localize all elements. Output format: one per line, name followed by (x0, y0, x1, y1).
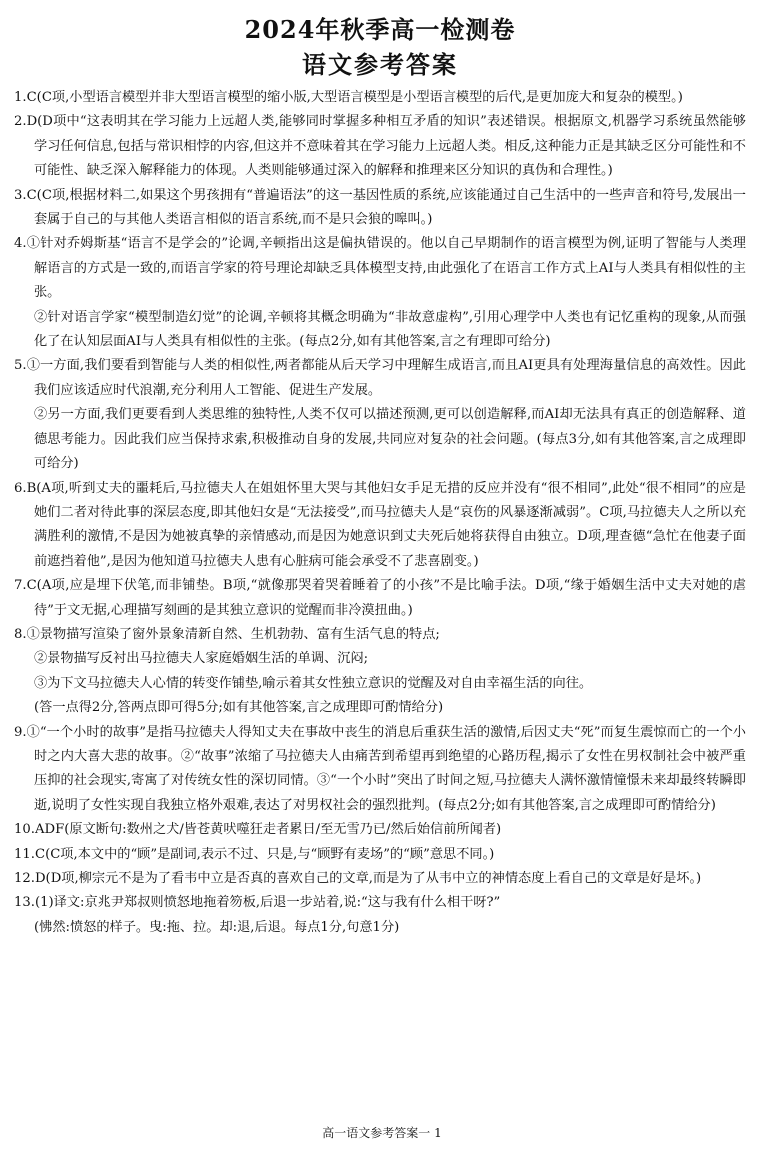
answer-text: ③为下文马拉德夫人心情的转变作铺垫,喻示着其女性独立意识的觉醒及对自由幸福生活的向往。 (34, 675, 593, 691)
answer-item (14, 916, 746, 940)
answer-item (14, 696, 746, 720)
answer-text: (答一点得2分,答两点即可得5分;如有其他答案,言之成理即可酌情给分) (34, 700, 444, 716)
answer-text: D(D项中“这表明其在学习能力上远超人类,能够同时掌握多种相互矛盾的知识”表述错误。根据原文,机器学习系统虽然能够学习任何信息,包括与常识相悖的内容,但这并不意味着其在学习能力上远超人类。相反,这种能力正是其缺乏区分可能性和不可能性、缺乏深入解释能力的体现。人类则能够通过深入的解释和推理来区分知识的真伪和合理性。) (26, 114, 746, 179)
answer-item (14, 232, 746, 305)
answer-text: ②另一方面,我们更要看到人类思维的独特性,人类不仅可以描述预测,更可以创造解释,而AI却无法具有真正的创造解释、道德思考能力。因此我们应当保持求索,积极推动自身的发展,共同应对复杂的社会问题。(每点3分,如有其他答案,言之成理即可给分) (34, 407, 746, 472)
answer-item (14, 721, 746, 819)
answer-text: (怫然:愤怒的样子。曳:拖、拉。却:退,后退。每点1分,句意1分) (34, 919, 400, 935)
answer-text: ①“一个小时的故事”是指马拉德夫人得知丈夫在事故中丧生的消息后重获生活的激情,后因丈夫“死”而复生震惊而亡的一个小时之内大喜大悲的故事。②“故事”浓缩了马拉德夫人由痛苦到希望再到绝望的心路历程,揭示了女性在男权制社会中被严重压抑的社会现实,寄寓了对传统女性的深切同情。③“一个小时”突出了时间之短,马拉德夫人满怀激情憧憬未来却最终转瞬即逝,说明了女性实现自我独立格外艰难,表达了对男权社会的强烈批判。(每点2分;如有其他答案,言之成理即可酌情给分) (26, 724, 746, 813)
answer-item (14, 623, 746, 647)
answer-item (14, 818, 746, 842)
answers-list (14, 86, 746, 940)
answer-text: ADF(原文断句:数州之犬/皆苍黄吠噬狂走者累日/至无雪乃已/然后始信前所闻者) (34, 822, 502, 838)
answer-text: ①针对乔姆斯基“语言不是学会的”论调,辛顿指出这是偏执错误的。他以自己早期制作的语言模型为例,证明了智能与人类理解语言的方式是一致的,而语言学家的符号理论却缺乏具体模型支持,由此强化了在语言工作方式上AI与人类具有相似性的主张。 (26, 236, 746, 301)
answer-number: 2. (14, 114, 27, 130)
answer-number: 4. (14, 236, 27, 252)
answer-number: 12. (14, 871, 35, 886)
answer-text: B(A项,听到丈夫的噩耗后,马拉德夫人在姐姐怀里大哭与其他妇女手足无措的反应并没有“很不相同”,此处“很不相同”的应是她们二者对待此事的深层态度,即其他妇女是“无法接受”,而马拉德夫人是“哀伤的风暴逐渐减弱”。C项,马拉德夫人之所以充满胜利的激情,不是因为她被真挚的亲情感动,而是因为她意识到丈夫死后她将获得自由独立。D项,理查德“急忙在他妻子面前遮挡着他”,是因为他知道马拉德夫人患有心脏病可能会承受不了悲喜剧变。) (26, 480, 746, 569)
answer-text: ①一方面,我们要看到智能与人类的相似性,两者都能从后天学习中理解生成语言,而且AI更具有处理海量信息的高效性。因此我们应该适应时代浪潮,充分利用人工智能、促进生产发展。 (26, 358, 746, 398)
page-subtitle: 语文参考答案 (302, 50, 458, 79)
answer-text: ②景物描写反衬出马拉德夫人家庭婚姻生活的单调、沉闷; (34, 651, 369, 667)
answer-number: 10. (14, 822, 35, 838)
answer-item (14, 647, 746, 671)
answer-text: D(D项,柳宗元不是为了看韦中立是否真的喜欢自己的文章,而是为了从韦中立的神情态度上看自己的文章是好是坏。) (34, 871, 702, 886)
answer-number: 8. (14, 626, 27, 642)
answer-text: C(C项,本文中的“顾”是副词,表示不过、只是,与“顾野有麦场”的“顾”意思不同。) (34, 846, 495, 862)
answer-item (14, 86, 746, 110)
answer-item (14, 477, 746, 575)
answer-number: 13. (14, 895, 35, 911)
answer-text: (1)译文:京兆尹郑叔则愤怒地拖着笏板,后退一步站着,说:“这与我有什么相干呀?” (34, 895, 501, 911)
answer-number: 7. (14, 578, 27, 594)
answer-text: ①景物描写渲染了窗外景象清新自然、生机勃勃、富有生活气息的特点; (26, 626, 440, 642)
answer-item (14, 110, 746, 183)
page-footer: 高一语文参考答案一 1 (322, 1126, 442, 1140)
answer-number: 6. (14, 480, 27, 496)
answer-text: C(C项,根据材料二,如果这个男孩拥有“普遍语法”的这一基因性质的系统,应该能通过自己生活中的一些声音和符号,发展出一套属于自己的与其他人类语言相似的语言系统,而不是只会狼的嗥叫。) (26, 187, 746, 228)
answer-item (14, 184, 746, 233)
answer-item (14, 843, 746, 867)
answer-number: 5. (14, 358, 27, 374)
answer-text: C(C项,小型语言模型并非大型语言模型的缩小版,大型语言模型是小型语言模型的后代,是更加庞大和复杂的模型。) (26, 90, 683, 105)
answer-number: 1. (14, 90, 27, 105)
answer-number: 11. (14, 846, 35, 862)
answer-text: ②针对语言学家“模型制造幻觉”的论调,辛顿将其概念明确为“非故意虚构”,引用心理学中人类也有记忆重构的现象,从而强化了在认知层面AI与人类具有相似性的主张。(每点2分,如有其他答案,言之有理即可给分) (34, 309, 746, 350)
answer-item (14, 354, 746, 403)
answer-item (14, 403, 746, 476)
page-title: 2024年秋季高一检测卷 (244, 15, 516, 44)
answer-item (14, 867, 746, 891)
answer-item (14, 672, 746, 696)
answer-item (14, 306, 746, 355)
answer-item (14, 891, 746, 915)
answer-number: 9. (14, 724, 27, 740)
answer-text: C(A项,应是埋下伏笔,而非铺垫。B项,“就像那哭着哭着睡着了的小孩”不是比喻手法。D项,“缘于婚姻生活中丈夫对她的虐待”于文无据,心理描写刻画的是其独立意识的觉醒而非冷漠扭曲。) (26, 578, 746, 618)
answer-item (14, 574, 746, 623)
answer-number: 3. (14, 187, 27, 203)
